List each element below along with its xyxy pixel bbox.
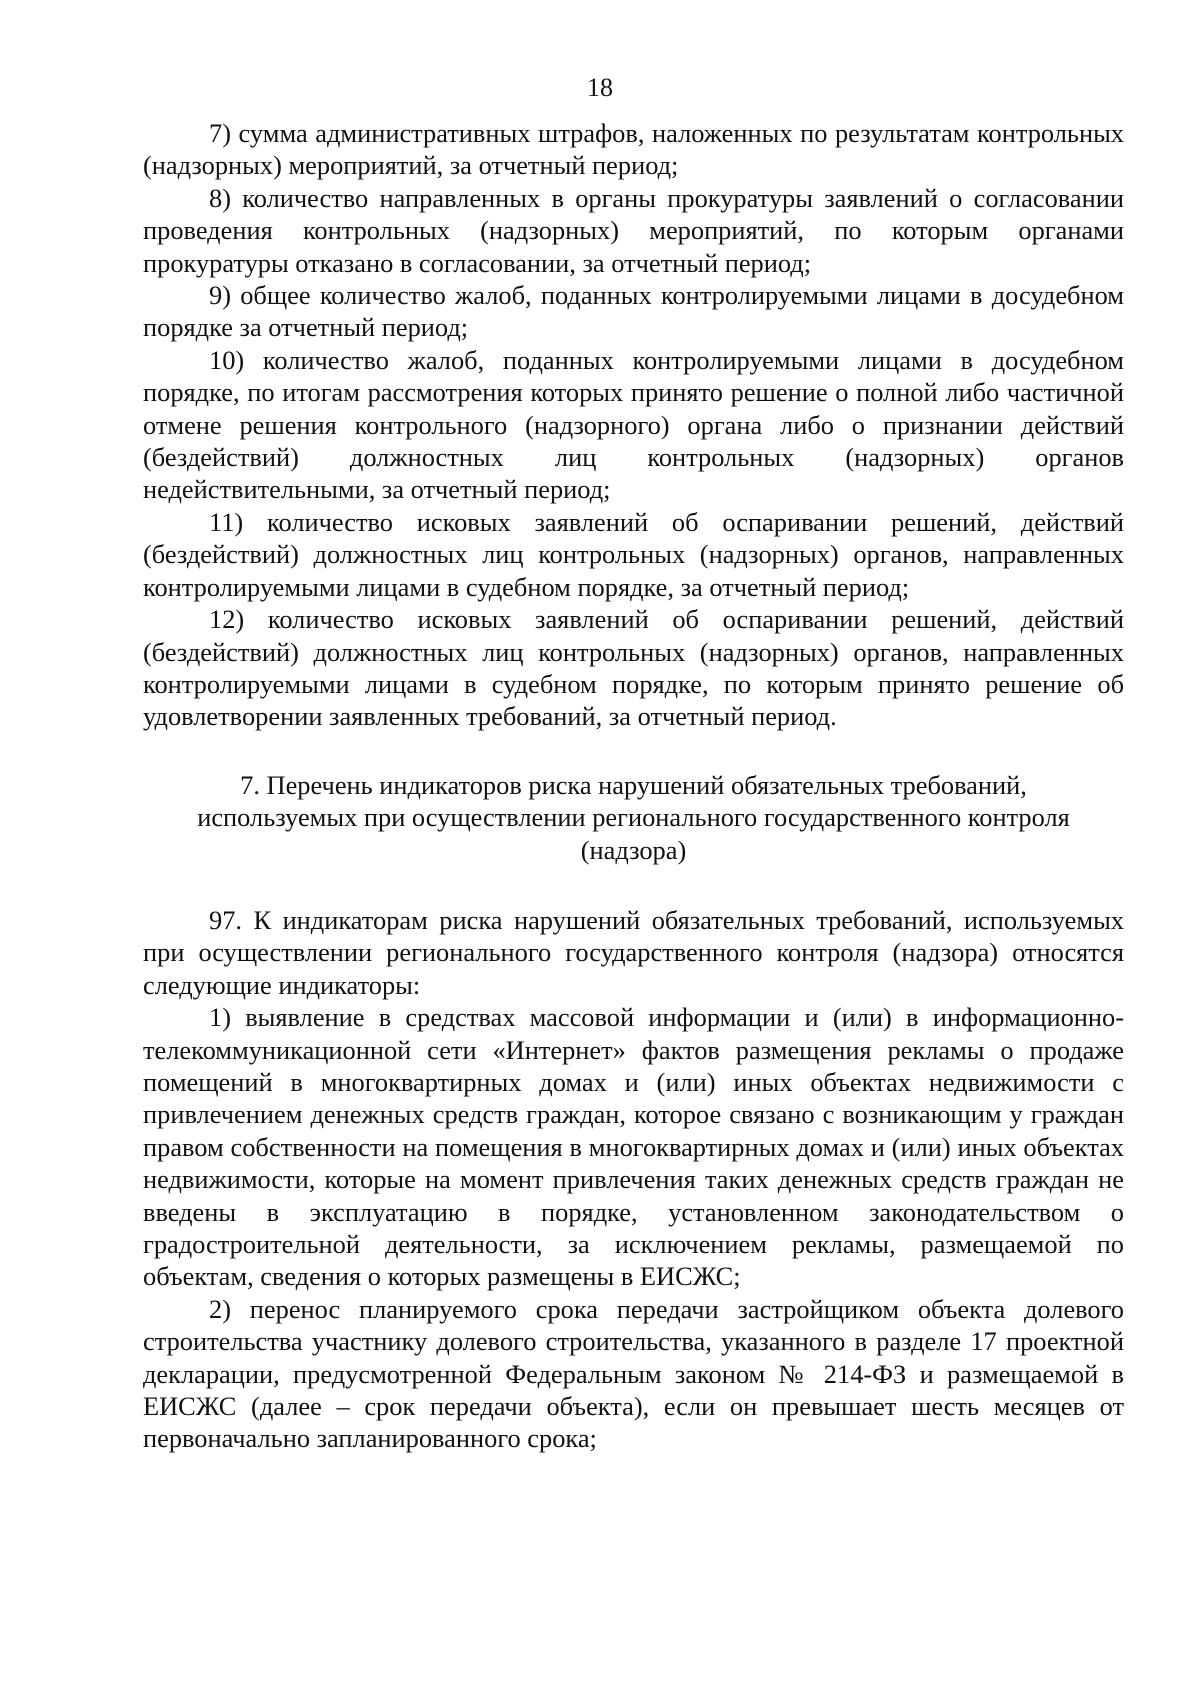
indicator-item-1: 1) выявление в средствах массовой информации и (или) в информационно-телекоммуникационной сети «Интернет» фактов размещения рекламы о продаже помещений в многоквартирных домах и (или) иных объектах недвижимости с привлечением денежных средств граждан, которое связано с возникающим у граждан правом собственности на помещения в многоквартирных домах и (или) иных объектах недвижимости, которые на момент привлечения таких денежных средств граждан не введены в эксплуатацию в порядке, установленном законодательством о градостроительной деятельности, за исключением рекламы, размещаемой по объектам, сведения о которых размещены в ЕИСЖС; <box>143 1002 1124 1292</box>
section-heading-line-1: 7. Перечень индикаторов риска нарушений обязательных требований, <box>240 769 1027 800</box>
section-heading-line-2: используемых при осуществлении регионального государственного контроля <box>197 802 1070 833</box>
list-item-11: 11) количество исковых заявлений об оспаривании решений, действий (бездействий) должностных лиц контрольных (надзорных) органов, направленных контролируемыми лицами в судебном порядке, за отчетный период; <box>143 506 1124 602</box>
list-item-12: 12) количество исковых заявлений об оспаривании решений, действий (бездействий) должностных лиц контрольных (надзорных) органов, направленных контролируемыми лицами в судебном порядке, по которым принято решение об удовлетворении заявленных требований, за отчетный период. <box>143 604 1124 732</box>
section-heading <box>143 769 1124 866</box>
section-heading-line-3: (надзора) <box>580 834 687 865</box>
indicator-item-2: 2) перенос планируемого срока передачи застройщиком объекта долевого строительства участнику долевого строительства, указанного в разделе 17 проектной декларации, предусмотренной Федеральным законом № 214-ФЗ и размещаемой в ЕИСЖС (далее – срок передачи объекта), если он превышает шесть месяцев от первоначально запланированного срока; <box>143 1293 1124 1454</box>
list-item-7: 7) сумма административных штрафов, наложенных по результатам контрольных (надзорных) мероприятий, за отчетный период; <box>143 118 1124 181</box>
list-item-9: 9) общее количество жалоб, поданных контролируемыми лицами в досудебном порядке за отчетный период; <box>143 280 1124 343</box>
page-number: 18 <box>587 73 613 102</box>
list-item-10: 10) количество жалоб, поданных контролируемыми лицами в досудебном порядке, по итогам рассмотрения которых принято решение о полной либо частичной отмене решения контрольного (надзорного) органа либо о признании действий (бездействий) должностных лиц контрольных (надзорных) органов недействительными, за отчетный период; <box>143 344 1124 505</box>
document-body <box>143 117 1124 1455</box>
clause-97: 97. К индикаторам риска нарушений обязательных требований, используемых при осуществлении регионального государственного контроля (надзора) относятся следующие индикаторы: <box>143 904 1124 1000</box>
list-item-8: 8) количество направленных в органы прокуратуры заявлений о согласовании проведения контрольных (надзорных) мероприятий, по которым органами прокуратуры отказано в согласовании, за отчетный период; <box>143 182 1124 278</box>
